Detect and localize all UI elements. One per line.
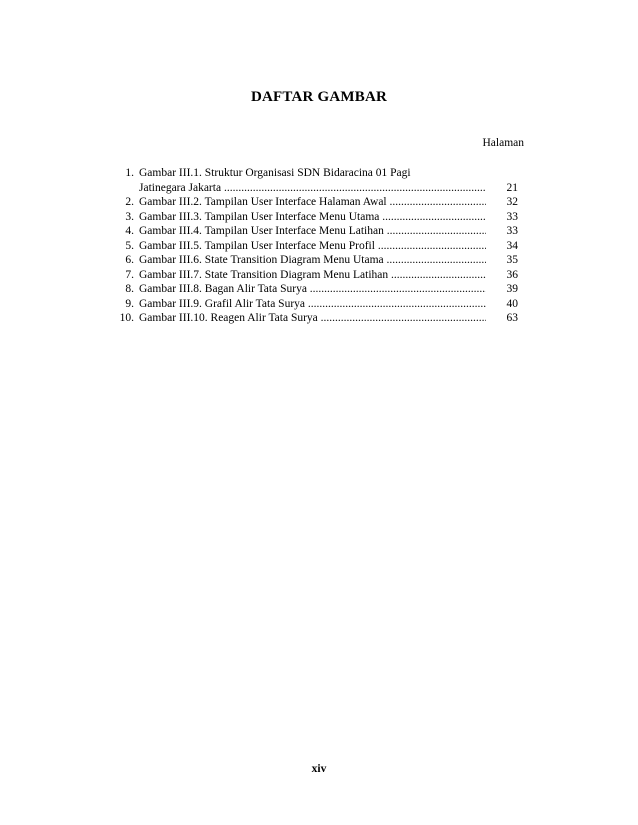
list-item: [104, 297, 518, 312]
entry-page: 32: [506, 196, 518, 208]
list-item: [104, 239, 518, 254]
entry-number: 7.: [125, 268, 134, 281]
entry-page: 40: [506, 297, 518, 310]
entry-caption: Gambar III.10. Reagen Alir Tata Surya.....: [139, 311, 486, 326]
entry-page: 33: [506, 225, 518, 237]
entry-number: 3.: [125, 210, 134, 223]
figure-list: [104, 166, 518, 326]
entry-page: 35: [506, 254, 518, 266]
list-item: [104, 268, 518, 283]
entry-page: 39: [506, 283, 518, 295]
entry-page: 33: [506, 210, 518, 223]
entry-caption: Gambar III.3. Tampilan User Interface Menu Utama.....: [139, 210, 486, 225]
list-item: [104, 253, 518, 268]
entry-caption: Gambar III.1. Struktur Organisasi SDN Bidaracina 01 Pagi: [139, 167, 411, 179]
list-item: [104, 166, 518, 181]
list-item: [104, 311, 518, 326]
entry-caption: Gambar III.8. Bagan Alir Tata Surya.....: [139, 282, 486, 297]
entry-caption: Gambar III.7. State Transition Diagram Menu Latihan.....: [139, 268, 486, 283]
entry-number: 6.: [125, 254, 134, 266]
entry-number: 8.: [125, 283, 134, 295]
entry-page: 36: [506, 268, 518, 281]
list-item: [104, 282, 518, 297]
entry-caption: Gambar III.6. State Transition Diagram Menu Utama.....: [139, 253, 486, 268]
entry-page: 63: [506, 312, 518, 324]
entry-page: 21: [506, 181, 518, 194]
entry-number: 10.: [119, 312, 134, 324]
entry-number: 2.: [125, 196, 134, 208]
entry-caption: Jatinegara Jakarta.....: [139, 181, 486, 196]
entry-page: 34: [506, 239, 518, 252]
halaman-column-label: Halaman: [482, 137, 524, 149]
entry-number: 4.: [125, 225, 134, 237]
entry-caption: Gambar III.2. Tampilan User Interface Halaman Awal.....: [139, 195, 486, 210]
entry-caption: Gambar III.9. Grafil Alir Tata Surya.....: [139, 297, 486, 312]
list-item: [104, 195, 518, 210]
entry-number: 1.: [125, 167, 134, 179]
entry-caption: Gambar III.4. Tampilan User Interface Menu Latihan.....: [139, 224, 486, 239]
entry-caption: Gambar III.5. Tampilan User Interface Menu Profil.....: [139, 239, 486, 254]
entry-number: 9.: [125, 297, 134, 310]
entry-number: 5.: [125, 239, 134, 252]
list-item: [104, 210, 518, 225]
list-item: [104, 224, 518, 239]
page-title: DAFTAR GAMBAR: [250, 89, 388, 105]
page-number: xiv: [311, 763, 327, 775]
list-item: [104, 181, 518, 196]
